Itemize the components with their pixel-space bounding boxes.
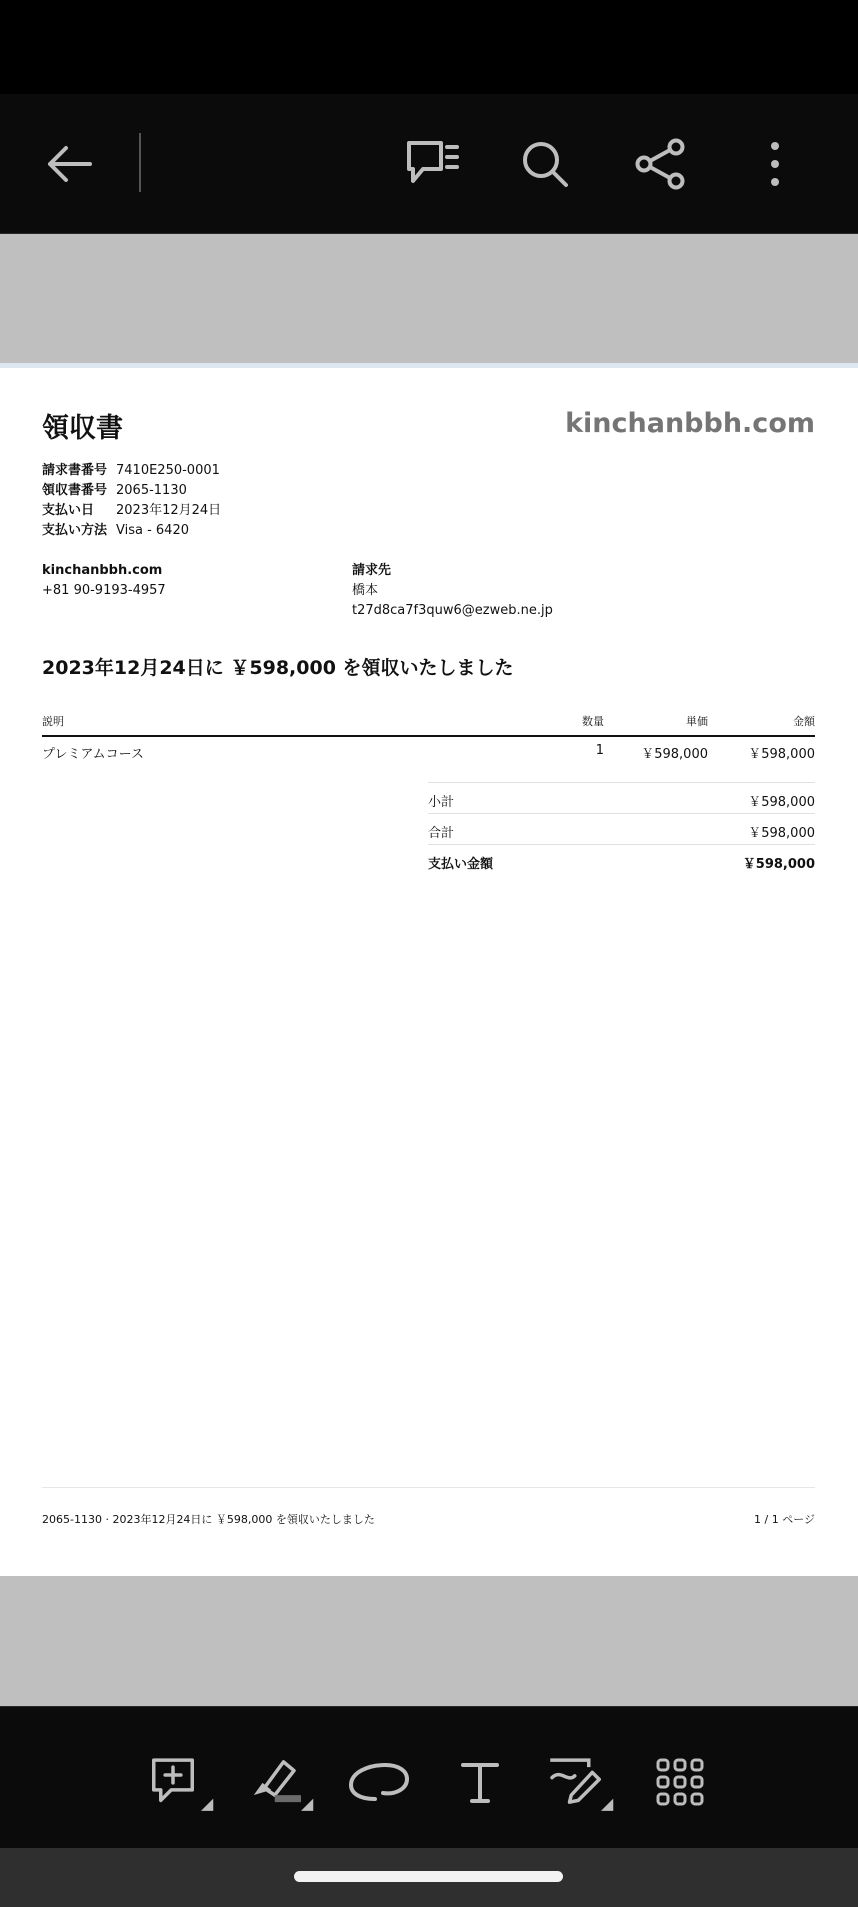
- bottom-toolbar: [0, 1706, 858, 1849]
- document-gutter-top: [0, 234, 858, 363]
- text-tool-icon[interactable]: [445, 1747, 515, 1817]
- subtotal-value: ￥598,000: [748, 795, 815, 810]
- total-value: ￥598,000: [748, 826, 815, 841]
- meta-label: 支払い方法: [42, 523, 108, 538]
- add-comment-icon[interactable]: [145, 1747, 215, 1817]
- amount-paid-label: 支払い金額: [428, 857, 494, 872]
- document-gutter-bottom: [0, 1576, 858, 1706]
- receipt-page[interactable]: [0, 368, 858, 1576]
- back-arrow-icon[interactable]: [34, 129, 104, 199]
- meta-label: 請求書番号: [42, 463, 108, 478]
- table-header-rule: [42, 735, 815, 737]
- meta-row: [42, 501, 221, 521]
- subtotal-label: 小計: [428, 795, 455, 810]
- sign-pen-icon[interactable]: [545, 1747, 615, 1817]
- meta-value: 7410E250-0001: [116, 463, 220, 478]
- bill-to-label: 請求先: [352, 563, 392, 578]
- meta-row: [42, 461, 221, 481]
- highlighter-icon[interactable]: [245, 1747, 315, 1817]
- more-vertical-icon[interactable]: [740, 129, 810, 199]
- home-gesture-bar[interactable]: [294, 1871, 563, 1882]
- col-header-description: 説明: [42, 715, 64, 728]
- col-header-unit-price: 単価: [686, 715, 708, 728]
- receipt-title: 領収書: [42, 413, 123, 444]
- page-count: 1 / 1 ページ: [754, 1513, 815, 1526]
- meta-row: [42, 481, 221, 501]
- status-bar: [0, 0, 858, 94]
- meta-row: [42, 521, 221, 541]
- total-label: 合計: [428, 826, 455, 841]
- col-header-amount: 金額: [793, 715, 815, 728]
- seller-block: [42, 561, 166, 601]
- meta-label: 支払い日: [42, 503, 95, 518]
- bill-to-email: t27d8ca7f3quw6@ezweb.ne.jp: [352, 603, 553, 618]
- footer-rule: [42, 1487, 815, 1488]
- meta-value: 2065-1130: [116, 483, 187, 498]
- seller-phone: +81 90-9193-4957: [42, 583, 166, 598]
- meta-value: 2023年12月24日: [116, 503, 222, 518]
- payment-headline: 2023年12月24日に ￥598,000 を領収いたしました: [42, 657, 514, 679]
- item-description: プレミアムコース: [42, 747, 144, 762]
- search-icon[interactable]: [510, 129, 580, 199]
- totals-rule: [428, 782, 815, 783]
- bill-to-name: 橋本: [352, 583, 379, 598]
- share-icon[interactable]: [625, 129, 695, 199]
- bill-to-block: [352, 561, 553, 621]
- item-qty: 1: [595, 743, 604, 758]
- footer-summary: 2065-1130 · 2023年12月24日に ￥598,000 を領収いたしました: [42, 1513, 375, 1526]
- receipt-meta: [42, 461, 221, 541]
- top-toolbar: [0, 94, 858, 234]
- toolbar-separator: [139, 133, 141, 192]
- col-header-qty: 数量: [582, 715, 604, 728]
- amount-paid-value: ￥598,000: [742, 857, 815, 872]
- system-nav-bar: [0, 1848, 858, 1907]
- meta-label: 領収書番号: [42, 483, 108, 498]
- apps-grid-icon[interactable]: [645, 1747, 715, 1817]
- brand-name: kinchanbbh.com: [565, 408, 815, 439]
- meta-value: Visa - 6420: [116, 523, 189, 538]
- item-amount: ￥598,000: [748, 747, 815, 762]
- seller-name: kinchanbbh.com: [42, 563, 163, 578]
- totals-rule: [428, 813, 815, 814]
- totals-rule: [428, 844, 815, 845]
- lasso-draw-icon[interactable]: [345, 1747, 415, 1817]
- comments-list-icon[interactable]: [396, 129, 466, 199]
- item-unit-price: ￥598,000: [641, 747, 708, 762]
